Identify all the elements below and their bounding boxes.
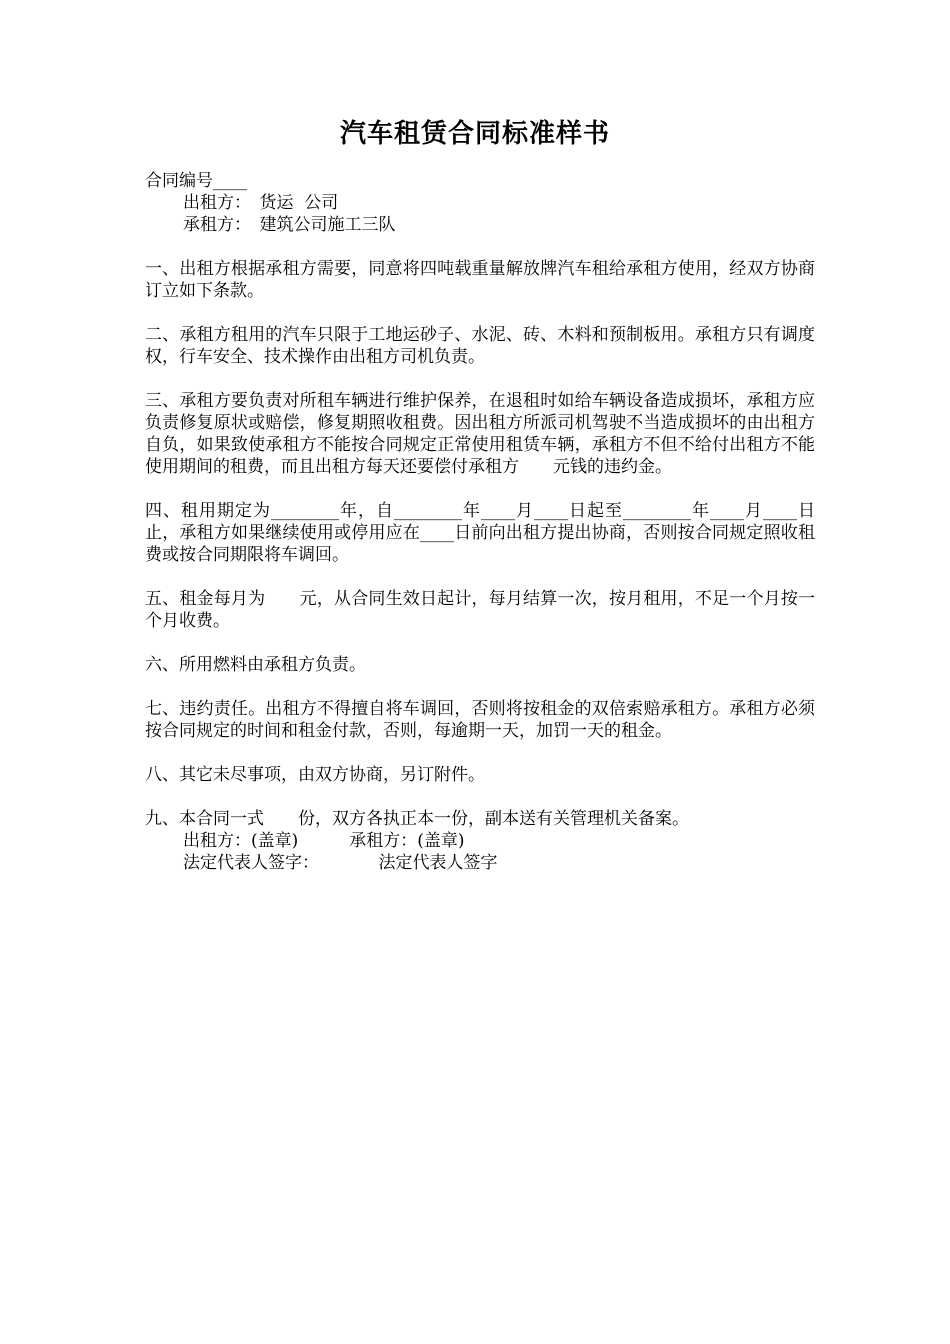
clause-2: 二、承租方租用的汽车只限于工地运砂子、水泥、砖、木料和预制板用。承租方只有调度权，行车安全、技术操作由出租方司机负责。 bbox=[145, 325, 815, 367]
clause-3: 三、承租方要负责对所租车辆进行维护保养，在退租时如给车辆设备造成损坏，承租方应负责修复原状或赔偿，修复期照收租费。因出租方所派司机驾驶不当造成损坏的由出租方自负，如果致使承租方不能按合同规定正常使用租赁车辆，承租方不但不给付出租方不能使用期间的租费，而且出租方每天还要偿付承租方 元钱的违约金。 bbox=[145, 391, 815, 477]
lessee-line: 承租方： 建筑公司施工三队 bbox=[183, 215, 396, 235]
signature-seal-line: 出租方：(盖章) 承租方：(盖章) bbox=[183, 831, 465, 851]
clause-1: 一、出租方根据承租方需要，同意将四吨载重量解放牌汽车租给承租方使用，经双方协商订立如下条款。 bbox=[145, 259, 815, 301]
clause-7: 七、违约责任。出租方不得擅自将车调回，否则将按租金的双倍索赔承租方。承租方必须按合同规定的时间和租金付款，否则，每逾期一天，加罚一天的租金。 bbox=[145, 699, 815, 741]
clause-6: 六、所用燃料由承租方负责。 bbox=[145, 655, 366, 675]
contract-number: 合同编号____ bbox=[145, 171, 247, 191]
signature-representative-line: 法定代表人签字： 法定代表人签字 bbox=[183, 853, 498, 873]
document-title: 汽车租赁合同标准样书 bbox=[339, 119, 610, 149]
clause-9: 九、本合同一式 份，双方各执正本一份，副本送有关管理机关备案。 bbox=[145, 809, 689, 829]
lessor-line: 出租方： 货运 公司 bbox=[183, 193, 339, 213]
document-body bbox=[145, 170, 815, 874]
clause-8: 八、其它未尽事项，由双方协商，另订附件。 bbox=[145, 765, 485, 785]
clause-5: 五、租金每月为 元，从合同生效日起计，每月结算一次，按月租用，不足一个月按一个月收费。 bbox=[145, 589, 815, 631]
clause-4: 四、租用期定为________年，自________年____月____日起至________年____月____日止，承租方如果继续使用或停用应在____日前向出租方提出协商，否则按合同规定照收租费或按合同期限将车调回。 bbox=[145, 501, 815, 565]
